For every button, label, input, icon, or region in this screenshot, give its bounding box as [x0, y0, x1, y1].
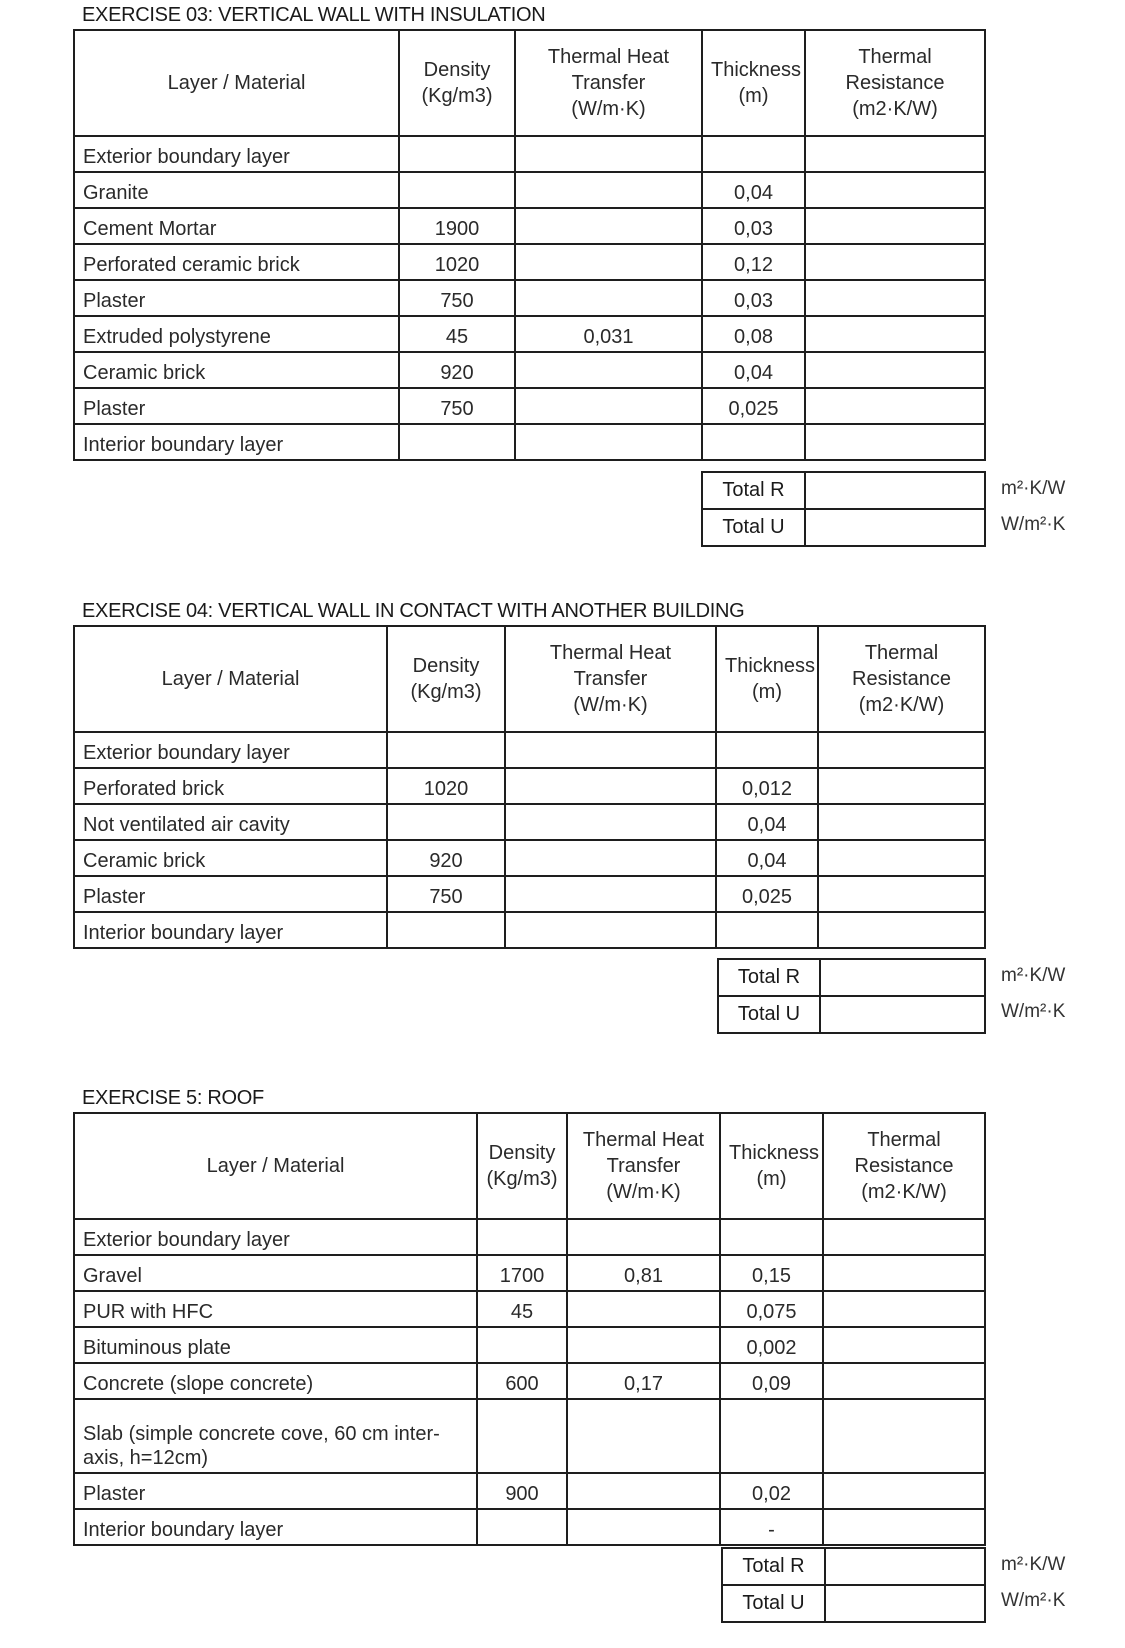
total-u-label: Total U [702, 509, 805, 546]
conductivity-cell [505, 804, 716, 840]
density-cell: 45 [399, 316, 515, 352]
table-row [74, 840, 985, 876]
thickness-cell: 0,075 [720, 1291, 823, 1327]
exercise-03-totals [701, 471, 986, 547]
resistance-cell [818, 876, 985, 912]
thickness-cell: - [720, 1509, 823, 1545]
material-cell: Ceramic brick [74, 840, 387, 876]
conductivity-cell [567, 1327, 720, 1363]
density-cell: 1020 [387, 768, 505, 804]
density-cell [387, 912, 505, 948]
material-cell: Interior boundary layer [74, 1509, 477, 1545]
conductivity-cell [567, 1219, 720, 1255]
table-row [74, 1473, 985, 1509]
resistance-cell [823, 1363, 985, 1399]
resistance-cell [823, 1219, 985, 1255]
total-u-label: Total U [722, 1585, 825, 1622]
total-u-row [722, 1585, 985, 1622]
table-row [74, 768, 985, 804]
table-row [74, 352, 985, 388]
conductivity-cell [515, 244, 702, 280]
resistance-cell [823, 1255, 985, 1291]
header-conductivity: Thermal Heat Transfer (W/m·K) [567, 1113, 720, 1219]
header-material: Layer / Material [74, 30, 399, 136]
table-row [74, 208, 985, 244]
resistance-cell [805, 424, 985, 460]
header-resistance: Thermal Resistance (m2·K/W) [823, 1113, 985, 1219]
table-row [74, 1255, 985, 1291]
header-density: Density (Kg/m3) [399, 30, 515, 136]
conductivity-cell [515, 136, 702, 172]
thickness-cell: 0,03 [702, 208, 805, 244]
conductivity-cell [505, 876, 716, 912]
exercise-05-totals [721, 1547, 986, 1623]
exercise-05-title: EXERCISE 5: ROOF [82, 1087, 264, 1109]
density-cell: 45 [477, 1291, 567, 1327]
unit-u: W/m²·K [1001, 514, 1066, 535]
material-cell: Cement Mortar [74, 208, 399, 244]
material-cell: Gravel [74, 1255, 477, 1291]
header-thickness: Thickness (m) [720, 1113, 823, 1219]
material-cell: Slab (simple concrete cove, 60 cm inter-axis, h=12cm) [74, 1399, 477, 1473]
unit-r: m²·K/W [1001, 965, 1066, 986]
unit-r: m²·K/W [1001, 478, 1066, 499]
total-r-value[interactable] [825, 1548, 985, 1585]
header-density: Density (Kg/m3) [387, 626, 505, 732]
thickness-cell: 0,04 [716, 804, 818, 840]
table-row [74, 172, 985, 208]
thickness-cell: 0,08 [702, 316, 805, 352]
exercise-03-title: EXERCISE 03: VERTICAL WALL WITH INSULATION [82, 4, 546, 26]
thickness-cell: 0,04 [702, 172, 805, 208]
resistance-cell [805, 244, 985, 280]
conductivity-cell [515, 424, 702, 460]
header-resistance: Thermal Resistance (m2·K/W) [818, 626, 985, 732]
thickness-cell: 0,15 [720, 1255, 823, 1291]
density-cell [477, 1509, 567, 1545]
density-cell: 1700 [477, 1255, 567, 1291]
material-cell: Extruded polystyrene [74, 316, 399, 352]
density-cell [387, 804, 505, 840]
table-header-row [74, 626, 985, 732]
conductivity-cell [515, 172, 702, 208]
total-r-value[interactable] [820, 959, 985, 996]
density-cell [399, 136, 515, 172]
conductivity-cell [567, 1473, 720, 1509]
resistance-cell [818, 840, 985, 876]
resistance-cell [818, 912, 985, 948]
table-row [74, 1399, 985, 1473]
density-cell [399, 172, 515, 208]
resistance-cell [805, 280, 985, 316]
material-cell: Not ventilated air cavity [74, 804, 387, 840]
material-cell: Perforated brick [74, 768, 387, 804]
material-cell: Bituminous plate [74, 1327, 477, 1363]
resistance-cell [823, 1473, 985, 1509]
material-cell: Interior boundary layer [74, 424, 399, 460]
material-cell: Perforated ceramic brick [74, 244, 399, 280]
total-r-label: Total R [718, 959, 820, 996]
thickness-cell: 0,12 [702, 244, 805, 280]
resistance-cell [805, 136, 985, 172]
unit-u: W/m²·K [1001, 1001, 1066, 1022]
table-row [74, 1509, 985, 1545]
density-cell: 600 [477, 1363, 567, 1399]
header-conductivity: Thermal Heat Transfer (W/m·K) [505, 626, 716, 732]
resistance-cell [823, 1509, 985, 1545]
conductivity-cell [567, 1399, 720, 1473]
thickness-cell [702, 136, 805, 172]
table-row [74, 136, 985, 172]
thickness-cell: 0,02 [720, 1473, 823, 1509]
unit-u: W/m²·K [1001, 1590, 1066, 1611]
conductivity-cell [515, 208, 702, 244]
resistance-cell [818, 732, 985, 768]
table-row [74, 280, 985, 316]
thickness-cell: 0,09 [720, 1363, 823, 1399]
material-cell: Plaster [74, 876, 387, 912]
resistance-cell [823, 1399, 985, 1473]
total-r-value[interactable] [805, 472, 985, 509]
thickness-cell [702, 424, 805, 460]
material-cell: PUR with HFC [74, 1291, 477, 1327]
density-cell: 1020 [399, 244, 515, 280]
total-u-row [702, 509, 985, 546]
total-r-label: Total R [702, 472, 805, 509]
header-material: Layer / Material [74, 626, 387, 732]
density-cell [477, 1219, 567, 1255]
exercise-03-table [73, 29, 986, 461]
resistance-cell [805, 172, 985, 208]
density-cell [477, 1327, 567, 1363]
resistance-cell [823, 1327, 985, 1363]
material-cell: Granite [74, 172, 399, 208]
conductivity-cell [505, 912, 716, 948]
thickness-cell: 0,025 [716, 876, 818, 912]
conductivity-cell [505, 768, 716, 804]
table-row [74, 1363, 985, 1399]
table-row [74, 244, 985, 280]
conductivity-cell [505, 732, 716, 768]
thickness-cell: 0,012 [716, 768, 818, 804]
material-cell: Exterior boundary layer [74, 732, 387, 768]
header-density: Density (Kg/m3) [477, 1113, 567, 1219]
material-cell: Exterior boundary layer [74, 1219, 477, 1255]
conductivity-cell [515, 280, 702, 316]
density-cell: 750 [399, 388, 515, 424]
table-row [74, 1291, 985, 1327]
header-conductivity: Thermal Heat Transfer (W/m·K) [515, 30, 702, 136]
table-row [74, 316, 985, 352]
conductivity-cell: 0,031 [515, 316, 702, 352]
table-row [74, 1327, 985, 1363]
resistance-cell [805, 316, 985, 352]
conductivity-cell [567, 1291, 720, 1327]
density-cell [387, 732, 505, 768]
material-cell: Interior boundary layer [74, 912, 387, 948]
thickness-cell [720, 1399, 823, 1473]
table-row [74, 912, 985, 948]
thickness-cell: 0,04 [702, 352, 805, 388]
thickness-cell: 0,002 [720, 1327, 823, 1363]
thickness-cell: 0,04 [716, 840, 818, 876]
resistance-cell [823, 1291, 985, 1327]
conductivity-cell [515, 352, 702, 388]
material-cell: Plaster [74, 1473, 477, 1509]
resistance-cell [818, 804, 985, 840]
conductivity-cell [567, 1509, 720, 1545]
conductivity-cell [515, 388, 702, 424]
table-row [74, 804, 985, 840]
conductivity-cell: 0,17 [567, 1363, 720, 1399]
density-cell: 750 [387, 876, 505, 912]
resistance-cell [805, 352, 985, 388]
resistance-cell [805, 208, 985, 244]
header-thickness: Thickness (m) [716, 626, 818, 732]
density-cell: 920 [387, 840, 505, 876]
thickness-cell [716, 732, 818, 768]
exercise-04-table [73, 625, 986, 949]
resistance-cell [818, 768, 985, 804]
conductivity-cell [505, 840, 716, 876]
total-r-row [718, 959, 985, 996]
total-u-value[interactable] [820, 996, 985, 1033]
unit-r: m²·K/W [1001, 1554, 1066, 1575]
material-cell: Plaster [74, 280, 399, 316]
thickness-cell [716, 912, 818, 948]
density-cell [477, 1399, 567, 1473]
material-cell: Plaster [74, 388, 399, 424]
total-r-row [722, 1548, 985, 1585]
total-u-value[interactable] [805, 509, 985, 546]
density-cell: 1900 [399, 208, 515, 244]
total-u-label: Total U [718, 996, 820, 1033]
total-u-row [718, 996, 985, 1033]
conductivity-cell: 0,81 [567, 1255, 720, 1291]
table-header-row [74, 1113, 985, 1219]
material-cell: Ceramic brick [74, 352, 399, 388]
thickness-cell: 0,025 [702, 388, 805, 424]
exercise-04-totals [717, 958, 986, 1034]
table-row [74, 1219, 985, 1255]
material-cell: Exterior boundary layer [74, 136, 399, 172]
table-row [74, 424, 985, 460]
header-thickness: Thickness (m) [702, 30, 805, 136]
density-cell: 900 [477, 1473, 567, 1509]
table-row [74, 876, 985, 912]
table-header-row [74, 30, 985, 136]
density-cell: 750 [399, 280, 515, 316]
thickness-cell [720, 1219, 823, 1255]
header-material: Layer / Material [74, 1113, 477, 1219]
density-cell [399, 424, 515, 460]
material-cell: Concrete (slope concrete) [74, 1363, 477, 1399]
density-cell: 920 [399, 352, 515, 388]
thickness-cell: 0,03 [702, 280, 805, 316]
exercise-05-table [73, 1112, 986, 1546]
header-resistance: Thermal Resistance (m2·K/W) [805, 30, 985, 136]
total-r-row [702, 472, 985, 509]
exercise-04-title: EXERCISE 04: VERTICAL WALL IN CONTACT WITH ANOTHER BUILDING [82, 600, 745, 622]
table-row [74, 732, 985, 768]
total-u-value[interactable] [825, 1585, 985, 1622]
total-r-label: Total R [722, 1548, 825, 1585]
table-row [74, 388, 985, 424]
resistance-cell [805, 388, 985, 424]
